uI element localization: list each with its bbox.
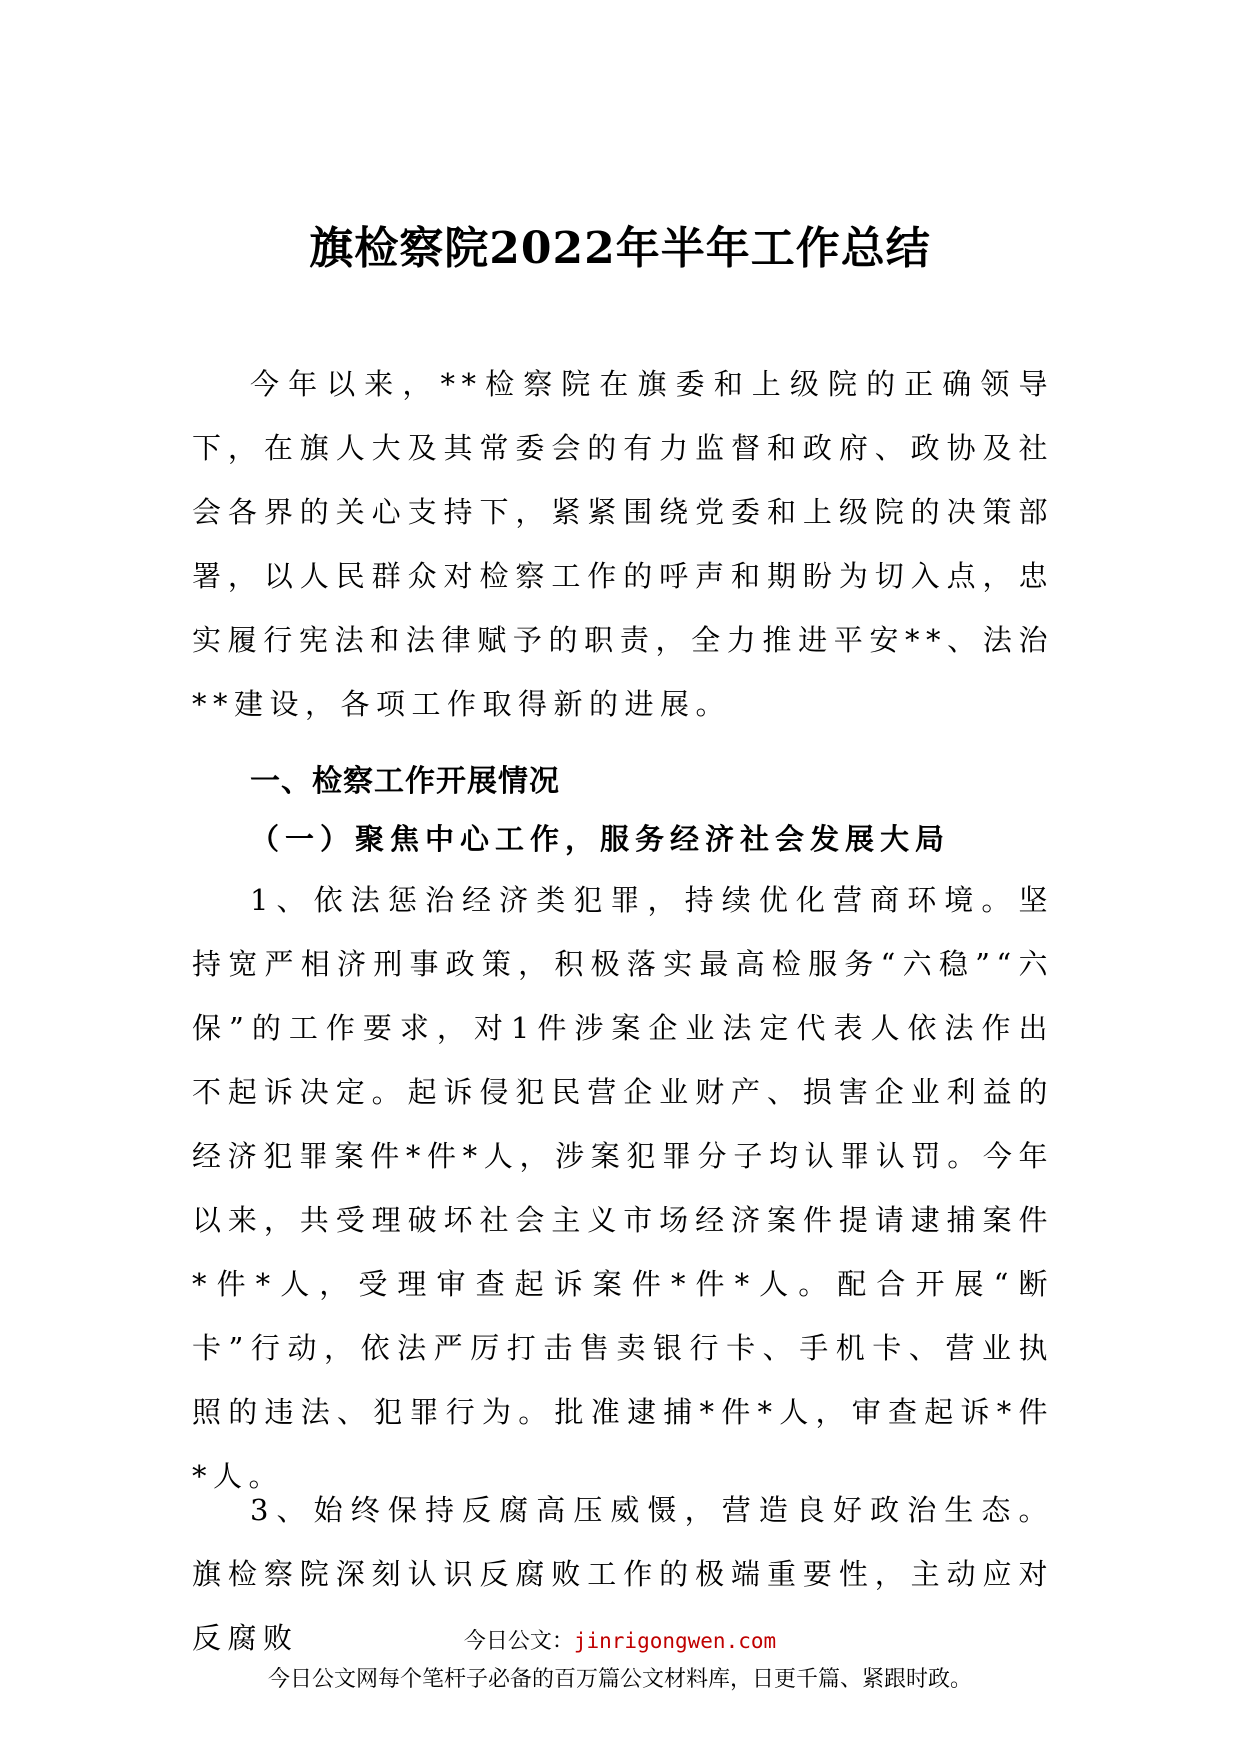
document-title: 旗检察院2022年半年工作总结 — [309, 223, 931, 274]
footer-slogan: 今日公文网每个笔杆子必备的百万篇公文材料库，日更千篇、紧跟时政。 — [267, 1667, 972, 1692]
footer-site-label: 今日公文： — [463, 1629, 574, 1654]
subsection-heading: （一）聚焦中心工作，服务经济社会发展大局 — [250, 822, 951, 856]
footer-site-url[interactable]: jinrigongwen.com — [573, 1629, 777, 1653]
item3-paragraph: 3、始终保持反腐高压威慑，营造良好政治生态。旗检察院深刻认识反腐败工作的极端重要性，主动应对反腐败 — [192, 1493, 1054, 1655]
item1-paragraph: 1、依法惩治经济类犯罪，持续优化营商环境。坚持宽严相济刑事政策，积极落实最高检服务“六稳”“六保”的工作要求，对1件涉案企业法定代表人依法作出不起诉决定。起诉侵犯民营企业财产、损害企业利益的经济犯罪案件*件*人，涉案犯罪分子均认罪认罚。今年以来，共受理破坏社会主义市场经济案件提请逮捕案件*件*人，受理审查起诉案件*件*人。配合开展“断卡”行动，依法严厉打击售卖银行卡、手机卡、营业执照的违法、犯罪行为。批准逮捕*件*人，审查起诉*件*人。 — [192, 883, 1054, 1493]
intro-paragraph-block — [192, 352, 1054, 736]
footer-site-line — [0, 1624, 1240, 1655]
item1-paragraph-block — [192, 868, 1054, 1508]
intro-paragraph: 今年以来，**检察院在旗委和上级院的正确领导下，在旗人大及其常委会的有力监督和政府、政协及社会各界的关心支持下，紧紧围绕党委和上级院的决策部署，以人民群众对检察工作的呼声和期盼为切入点，忠实履行宪法和法律赋予的职责，全力推进平安**、法治**建设，各项工作取得新的进展。 — [192, 367, 1054, 721]
section-heading: 一、检察工作开展情况 — [250, 764, 560, 799]
